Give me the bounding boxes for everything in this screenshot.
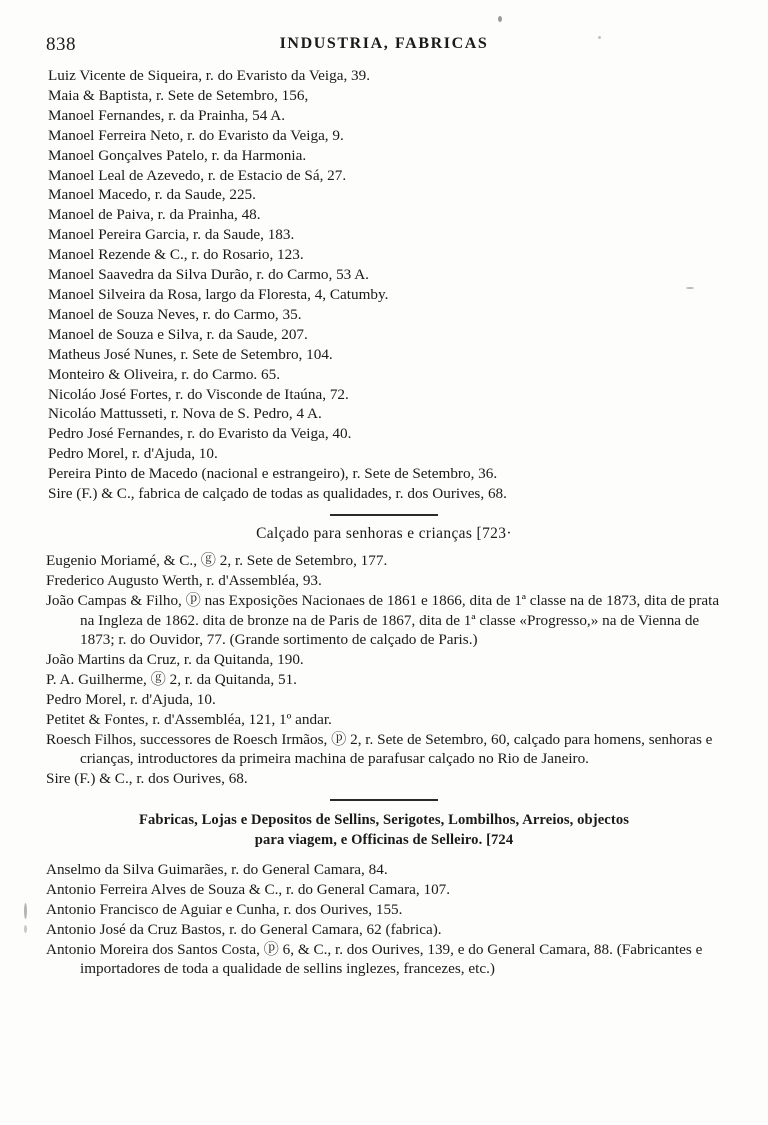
list-item: Antonio José da Cruz Bastos, r. do General Camara, 62 (fabrica). <box>46 921 442 939</box>
list-item: P. A. Guilherme, ⓖ 2, r. da Quitanda, 51. <box>46 670 297 688</box>
list-item: Manoel Silveira da Rosa, largo da Floresta, 4, Catumby. <box>48 285 389 303</box>
list-item: João Campas & Filho, ⓟ nas Exposições Nacionaes de 1861 e 1866, dita de 1ª classe na de 1873, dita de prata na Ingleza de 1862. dita de bronze na de Paris de 1867, dita de 1ª classe «Progresso,» na de Vienna de 1873; r. do Ouvidor, 77. (Grande sortimento de calçado de Paris.) <box>46 592 720 649</box>
list-item: Manoel Leal de Azevedo, r. de Estacio de Sá, 27. <box>48 166 347 184</box>
list-item: Manoel Fernandes, r. da Prainha, 54 A. <box>48 106 286 124</box>
directory-section-saddlery <box>46 810 722 978</box>
entry-list <box>46 551 722 788</box>
list-item: Sire (F.) & C., fabrica de calçado de todas as qualidades, r. dos Ourives, 68. <box>48 485 507 503</box>
directory-section-ladies-childrens-shoes <box>46 525 722 788</box>
list-item: Manoel Macedo, r. da Saude, 225. <box>48 186 256 204</box>
list-item: Roesch Filhos, successores de Roesch Irmãos, ⓟ 2, r. Sete de Setembro, 60, calçado para homens, senhoras e crianças, introductores da primeira machina de parafusar calçado no Rio de Janeiro. <box>46 730 713 767</box>
list-item: Pedro Morel, r. d'Ajuda, 10. <box>46 690 216 708</box>
section-divider <box>330 514 438 516</box>
list-item: Nicoláo Mattusseti, r. Nova de S. Pedro, 4 A. <box>48 405 322 423</box>
entry-list <box>46 66 722 503</box>
list-item: Antonio Ferreira Alves de Souza & C., r. do General Camara, 107. <box>46 881 451 899</box>
running-title: INDUSTRIA, FABRICAS <box>279 35 489 52</box>
list-item: Manoel Pereira Garcia, r. da Saude, 183. <box>48 226 295 244</box>
section-divider <box>330 799 438 801</box>
list-item: Pereira Pinto de Macedo (nacional e estrangeiro), r. Sete de Setembro, 36. <box>48 465 498 483</box>
list-item: Maia & Baptista, r. Sete de Setembro, 156, <box>48 86 309 104</box>
section-heading: Calçado para senhoras e crianças [723· <box>256 525 512 543</box>
section-heading-line-1: Fabricas, Lojas e Depositos de Sellins, Serigotes, Lombilhos, Arreios, objectos <box>138 812 630 829</box>
list-item: Anselmo da Silva Guimarães, r. do General Camara, 84. <box>46 861 388 879</box>
list-item: Antonio Moreira dos Santos Costa, ⓟ 6, & C., r. dos Ourives, 139, e do General Camara, 88. (Fabricantes e importadores de toda a qualidade de sellins inglezes, francezes, etc.) <box>46 940 703 978</box>
list-item: Manoel Rezende & C., r. do Rosario, 123. <box>48 246 304 264</box>
list-item: Manoel Gonçalves Patelo, r. da Harmonia. <box>48 146 307 164</box>
folio-number: 838 <box>46 34 76 55</box>
section-heading-line-2: para viagem, e Officinas de Selleiro. [724 <box>254 832 514 849</box>
list-item: Eugenio Moriamé, & C., ⓖ 2, r. Sete de Setembro, 177. <box>46 552 388 570</box>
list-item: Monteiro & Oliveira, r. do Carmo. 65. <box>48 365 280 383</box>
list-item: Manoel Saavedra da Silva Durão, r. do Carmo, 53 A. <box>48 266 369 284</box>
list-item: Antonio Francisco de Aguiar e Cunha, r. dos Ourives, 155. <box>46 901 403 919</box>
list-item: Pedro José Fernandes, r. do Evaristo da Veiga, 40. <box>48 425 352 443</box>
list-item: Manoel de Souza Neves, r. do Carmo, 35. <box>48 305 302 323</box>
scan-speck <box>498 16 502 22</box>
list-item: Manoel de Paiva, r. da Prainha, 48. <box>48 206 261 224</box>
section-heading <box>46 810 722 850</box>
list-item: Nicoláo José Fortes, r. do Visconde de Itaúna, 72. <box>48 385 349 403</box>
list-item: Sire (F.) & C., r. dos Ourives, 68. <box>46 769 248 787</box>
entry-list <box>46 860 722 978</box>
scan-speck <box>24 925 27 933</box>
directory-section-shoe-factories <box>46 66 722 503</box>
scan-speck <box>24 903 27 919</box>
list-item: Frederico Augusto Werth, r. d'Assembléa, 93. <box>46 572 322 590</box>
scan-speck <box>686 287 694 289</box>
list-item: Pedro Morel, r. d'Ajuda, 10. <box>48 445 218 463</box>
list-item: Manoel Ferreira Neto, r. do Evaristo da Veiga, 9. <box>48 126 344 144</box>
page-header <box>46 34 722 60</box>
list-item: Manoel de Souza e Silva, r. da Saude, 207. <box>48 325 308 343</box>
list-item: Matheus José Nunes, r. Sete de Setembro, 104. <box>48 345 333 363</box>
list-item: João Martins da Cruz, r. da Quitanda, 190. <box>46 650 304 668</box>
list-item: Luiz Vicente de Siqueira, r. do Evaristo da Veiga, 39. <box>48 67 371 84</box>
list-item: Petitet & Fontes, r. d'Assembléa, 121, 1º andar. <box>46 710 332 728</box>
